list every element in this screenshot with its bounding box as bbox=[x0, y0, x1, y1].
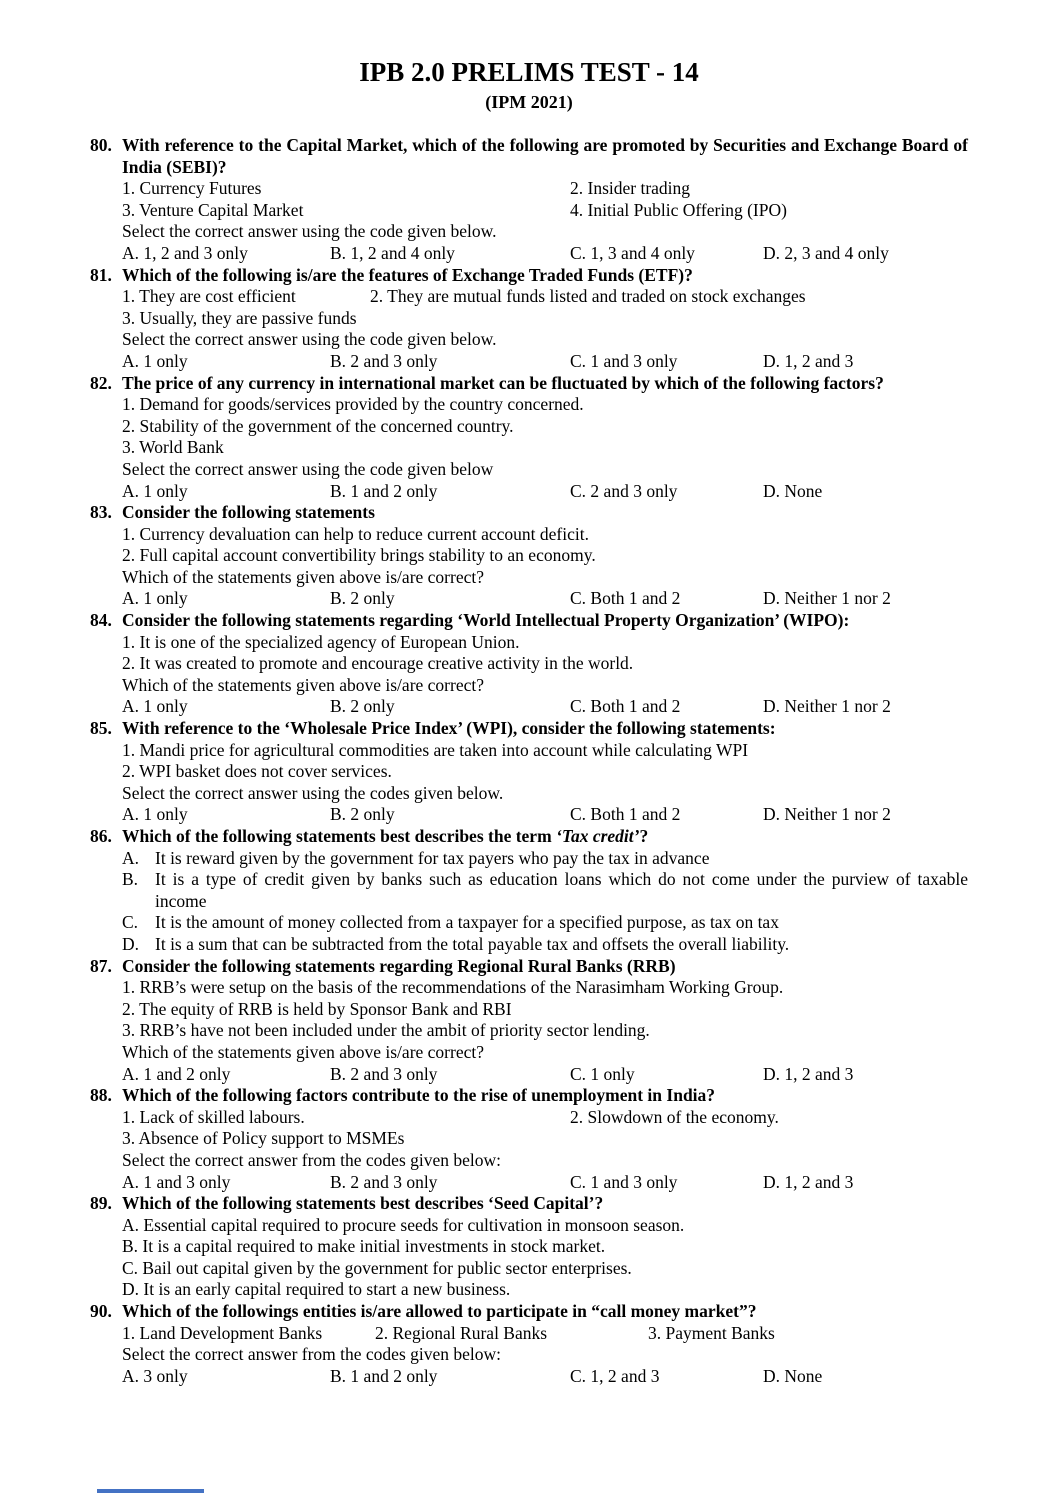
question bbox=[0, 502, 1058, 610]
option-cell: D. None bbox=[763, 1365, 823, 1386]
question-title-text: Consider the following statements regarding ‘World Intellectual Property Organization’ (WIPO): bbox=[122, 610, 850, 631]
question-head bbox=[0, 1193, 1058, 1215]
question-number: 81. bbox=[90, 264, 112, 285]
statement-row bbox=[122, 286, 1058, 308]
question bbox=[0, 610, 1058, 718]
question-line: 2. The equity of RRB is held by Sponsor Bank and RBI bbox=[122, 998, 512, 1019]
question-head bbox=[0, 1301, 1058, 1323]
question-line: 2. It was created to promote and encourage creative activity in the world. bbox=[122, 653, 634, 674]
question-line: 2. Full capital account convertibility brings stability to an economy. bbox=[122, 545, 596, 566]
page-title: IPB 2.0 PRELIMS TEST - 14 bbox=[359, 57, 699, 87]
option-cell: B. 2 only bbox=[330, 804, 395, 825]
question-title-text: Consider the following statements regarding Regional Rural Banks (RRB) bbox=[122, 955, 676, 976]
question-title bbox=[122, 135, 968, 178]
options-row bbox=[122, 1064, 1058, 1086]
question-line: Which of the statements given above is/are correct? bbox=[122, 566, 484, 587]
statement-row bbox=[122, 178, 1058, 200]
option-text: It is a type of credit given by banks such as education loans which do not come under the purview of taxable income bbox=[155, 869, 968, 911]
question-line: Select the correct answer using the code given below. bbox=[122, 329, 497, 350]
option-cell: D. Neither 1 nor 2 bbox=[763, 804, 891, 825]
statement-cell: 1. Lack of skilled labours. bbox=[122, 1106, 305, 1127]
statement-cell: 3. Payment Banks bbox=[648, 1322, 775, 1343]
question-title bbox=[122, 1085, 968, 1107]
option-cell: A. 1 and 3 only bbox=[122, 1171, 231, 1192]
option-cell: A. 1 only bbox=[122, 804, 188, 825]
question-number: 85. bbox=[90, 718, 112, 739]
question-line: 2. WPI basket does not cover services. bbox=[122, 761, 392, 782]
question-title-text: The price of any currency in international market can be fluctuated by which of the following factors? bbox=[122, 372, 884, 393]
options-row bbox=[122, 1172, 1058, 1194]
option-cell: D. 2, 3 and 4 only bbox=[763, 242, 889, 263]
option-text: It is reward given by the government for tax payers who pay the tax in advance bbox=[155, 847, 710, 868]
question-number: 82. bbox=[90, 372, 112, 393]
option-cell: A. 1 only bbox=[122, 588, 188, 609]
question-line: 3. RRB’s have not been included under the ambit of priority sector lending. bbox=[122, 1020, 650, 1041]
option-cell: C. 2 and 3 only bbox=[570, 480, 678, 501]
page-subtitle: (IPM 2021) bbox=[485, 92, 573, 112]
question-line: 1. Demand for goods/services provided by the country concerned. bbox=[122, 394, 584, 415]
question-head bbox=[0, 610, 1058, 632]
question-number: 84. bbox=[90, 610, 112, 631]
question-title bbox=[122, 718, 968, 740]
statement-cell: 4. Initial Public Offering (IPO) bbox=[570, 199, 787, 220]
option-cell: C. 1 only bbox=[570, 1063, 635, 1084]
option-cell: C. 1, 2 and 3 bbox=[570, 1365, 660, 1386]
question-title-text: Which of the following factors contribute to the rise of unemployment in India? bbox=[122, 1085, 716, 1106]
question-line: Select the correct answer using the code given below. bbox=[122, 221, 497, 242]
options-row bbox=[122, 804, 1058, 826]
question-line: Which of the statements given above is/are correct? bbox=[122, 1041, 484, 1062]
question-title-segment: ? bbox=[639, 826, 649, 846]
option-cell: B. 1 and 2 only bbox=[330, 1365, 438, 1386]
option-cell: B. 1 and 2 only bbox=[330, 480, 438, 501]
statement-cell: 1. They are cost efficient bbox=[122, 286, 296, 307]
option-cell: C. 1 and 3 only bbox=[570, 350, 678, 371]
option-cell: B. 2 only bbox=[330, 696, 395, 717]
question-title bbox=[122, 373, 968, 395]
option-cell: C. Both 1 and 2 bbox=[570, 804, 681, 825]
option-item bbox=[122, 912, 968, 934]
question-number: 88. bbox=[90, 1085, 112, 1106]
question-line: Select the correct answer using the code given below bbox=[122, 458, 494, 479]
option-cell: A. 1 only bbox=[122, 480, 188, 501]
question bbox=[0, 826, 1058, 956]
option-text: It is the amount of money collected from a taxpayer for a specified purpose, as tax on tax bbox=[155, 912, 779, 933]
question-title bbox=[122, 1301, 968, 1323]
question-head bbox=[0, 373, 1058, 395]
question-line: 1. Mandi price for agricultural commodities are taken into account while calculating WPI bbox=[122, 739, 749, 760]
statement-row bbox=[122, 1323, 1058, 1345]
question bbox=[0, 1301, 1058, 1387]
question-title bbox=[122, 610, 968, 632]
question-title-text: With reference to the ‘Wholesale Price Index’ (WPI), consider the following statements: bbox=[122, 718, 776, 739]
question-head bbox=[0, 956, 1058, 978]
question-head bbox=[0, 826, 1058, 848]
question bbox=[0, 1085, 1058, 1193]
question-number: 87. bbox=[90, 955, 112, 976]
option-cell: A. 3 only bbox=[122, 1365, 188, 1386]
question-line: Select the correct answer from the codes given below: bbox=[122, 1149, 502, 1170]
question-line: 1. It is one of the specialized agency of European Union. bbox=[122, 631, 520, 652]
options-row bbox=[122, 243, 1058, 265]
question bbox=[0, 135, 1058, 265]
question bbox=[0, 265, 1058, 373]
question-line: C. Bail out capital given by the government for public sector enterprises. bbox=[122, 1257, 632, 1278]
question-head bbox=[0, 1085, 1058, 1107]
question-number: 90. bbox=[90, 1301, 112, 1322]
question-line: 1. Currency devaluation can help to reduce current account deficit. bbox=[122, 523, 589, 544]
question bbox=[0, 718, 1058, 826]
statement-cell: 1. Land Development Banks bbox=[122, 1322, 323, 1343]
questions-list bbox=[0, 135, 1058, 1387]
question-title-segment: ‘Tax credit’ bbox=[556, 826, 640, 846]
question-title-segment: Which of the following statements best describes the term bbox=[122, 826, 557, 846]
question-title bbox=[122, 826, 968, 848]
question-line: 3. Usually, they are passive funds bbox=[122, 307, 357, 328]
question-title-text: With reference to the Capital Market, which of the following are promoted by Securities and Exchange Board of India (SEBI)? bbox=[122, 135, 968, 177]
footer-accent-bar bbox=[97, 1489, 204, 1493]
option-item bbox=[122, 934, 968, 956]
question-line: 2. Stability of the government of the concerned country. bbox=[122, 415, 514, 436]
question-line: D. It is an early capital required to start a new business. bbox=[122, 1279, 511, 1300]
options-row bbox=[122, 696, 1058, 718]
option-item bbox=[122, 869, 968, 912]
statement-cell: 3. Venture Capital Market bbox=[122, 199, 304, 220]
option-cell: B. 2 and 3 only bbox=[330, 1171, 438, 1192]
question-title-text: Consider the following statements bbox=[122, 502, 375, 523]
option-letter: B. bbox=[122, 869, 139, 890]
question-title bbox=[122, 265, 968, 287]
question bbox=[0, 1193, 1058, 1301]
question-line: 3. Absence of Policy support to MSMEs bbox=[122, 1128, 405, 1149]
statement-cell: 1. Currency Futures bbox=[122, 178, 262, 199]
question-number: 89. bbox=[90, 1193, 112, 1214]
question-line: B. It is a capital required to make initial investments in stock market. bbox=[122, 1236, 606, 1257]
option-cell: A. 1 and 2 only bbox=[122, 1063, 231, 1084]
option-letter: C. bbox=[122, 912, 139, 933]
statement-cell: 2. Insider trading bbox=[570, 178, 691, 199]
option-cell: D. Neither 1 nor 2 bbox=[763, 696, 891, 717]
question-head bbox=[0, 718, 1058, 740]
question-line: A. Essential capital required to procure seeds for cultivation in monsoon season. bbox=[122, 1214, 685, 1235]
question-line: 1. RRB’s were setup on the basis of the recommendations of the Narasimham Working Group. bbox=[122, 977, 784, 998]
statement-row bbox=[122, 200, 1058, 222]
question-title bbox=[122, 956, 968, 978]
question-number: 86. bbox=[90, 826, 112, 846]
option-cell: C. 1 and 3 only bbox=[570, 1171, 678, 1192]
option-cell: C. 1, 3 and 4 only bbox=[570, 242, 695, 263]
option-cell: C. Both 1 and 2 bbox=[570, 696, 681, 717]
option-cell: B. 2 and 3 only bbox=[330, 350, 438, 371]
question-line: Select the correct answer using the codes given below. bbox=[122, 782, 504, 803]
options-row bbox=[122, 1366, 1058, 1388]
option-cell: C. Both 1 and 2 bbox=[570, 588, 681, 609]
option-cell: D. 1, 2 and 3 bbox=[763, 1171, 854, 1192]
question-title-text: Which of the following statements best describes ‘Seed Capital’? bbox=[122, 1193, 604, 1214]
option-cell: D. None bbox=[763, 480, 823, 501]
option-cell: A. 1 only bbox=[122, 350, 188, 371]
option-cell: B. 2 and 3 only bbox=[330, 1063, 438, 1084]
question bbox=[0, 373, 1058, 503]
option-cell: A. 1, 2 and 3 only bbox=[122, 242, 248, 263]
option-item bbox=[122, 848, 968, 870]
question-title-text: Which of the following is/are the features of Exchange Traded Funds (ETF)? bbox=[122, 264, 693, 285]
option-cell: B. 1, 2 and 4 only bbox=[330, 242, 455, 263]
question-title-text: Which of the followings entities is/are allowed to participate in “call money market”? bbox=[122, 1301, 757, 1322]
question-head bbox=[0, 502, 1058, 524]
option-cell: D. 1, 2 and 3 bbox=[763, 350, 854, 371]
option-text: It is a sum that can be subtracted from the total payable tax and offsets the overall liability. bbox=[155, 933, 790, 954]
options-row bbox=[122, 588, 1058, 610]
question-number: 80. bbox=[90, 135, 112, 155]
question-line: Which of the statements given above is/are correct? bbox=[122, 674, 484, 695]
option-cell: A. 1 only bbox=[122, 696, 188, 717]
options-row bbox=[122, 351, 1058, 373]
statement-cell: 2. They are mutual funds listed and traded on stock exchanges bbox=[370, 286, 806, 307]
question-line: 3. World Bank bbox=[122, 437, 224, 458]
statement-row bbox=[122, 1107, 1058, 1129]
option-letter: A. bbox=[122, 847, 140, 868]
option-cell: D. 1, 2 and 3 bbox=[763, 1063, 854, 1084]
question-title bbox=[122, 1193, 968, 1215]
question-title bbox=[122, 502, 968, 524]
question-line: Select the correct answer from the codes given below: bbox=[122, 1344, 502, 1365]
option-cell: B. 2 only bbox=[330, 588, 395, 609]
question-number: 83. bbox=[90, 502, 112, 523]
question bbox=[0, 956, 1058, 1086]
statement-cell: 2. Slowdown of the economy. bbox=[570, 1106, 779, 1127]
options-row bbox=[122, 481, 1058, 503]
question-head bbox=[0, 265, 1058, 287]
option-letter: D. bbox=[122, 933, 140, 954]
statement-cell: 2. Regional Rural Banks bbox=[375, 1322, 548, 1343]
option-cell: D. Neither 1 nor 2 bbox=[763, 588, 891, 609]
question-head bbox=[0, 135, 1058, 178]
